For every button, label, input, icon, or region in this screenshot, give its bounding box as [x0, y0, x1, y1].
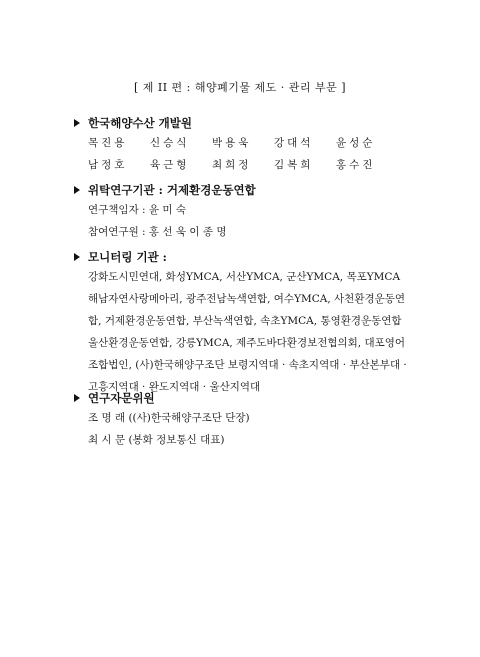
section-heading: 연구자문위원 [88, 391, 155, 405]
text-line: 해남자연사랑메아리, 광주전남녹색연합, 여수YMCA, 사천환경운동연 [88, 293, 406, 305]
text-line: 최 시 문 (봉화 정보통신 대표) [88, 434, 225, 446]
name-row [88, 154, 444, 176]
researcher-name: 홍수진 [336, 159, 376, 171]
section-contract-institute [74, 181, 444, 243]
text-line: 합, 거제환경운동연합, 부산녹색연합, 속초YMCA, 통영환경운동연합 [88, 315, 402, 327]
bullet-icon [74, 394, 80, 402]
researcher-name: 강대석 [274, 137, 314, 149]
researcher-name: 최희정 [212, 159, 252, 171]
name-row [88, 132, 444, 154]
researcher-name: 육근형 [150, 159, 190, 171]
text-line: 참여연구원 : 홍 선 욱 이 종 명 [88, 226, 227, 238]
section-heading: 위탁연구기관 : 거제환경운동연합 [88, 183, 256, 197]
bullet-icon [74, 186, 80, 194]
section-heading: 한국해양수산 개발원 [88, 116, 192, 130]
text-line: 울산환경운동연합, 강릉YMCA, 제주도바다환경보전협의회, 대포영어 [88, 337, 406, 349]
text-line: 연구책임자 : 윤 미 숙 [88, 204, 187, 216]
section-korea-maritime-institute [74, 114, 444, 176]
bullet-icon [74, 119, 80, 127]
bullet-icon [74, 253, 80, 261]
researcher-name: 남정호 [88, 159, 128, 171]
section-monitoring-institutions [74, 248, 444, 398]
text-line: 조합법인, (사)한국해양구조단 보령지역대 · 속초지역대 · 부산본부대 · [88, 359, 407, 371]
section-heading: 모니터링 기관 : [88, 250, 167, 264]
researcher-name: 신승식 [150, 137, 190, 149]
section-advisory-committee [74, 389, 444, 451]
page-title: [ 제 II 편 : 해양폐기물 제도 · 관리 부문 ] [133, 81, 347, 94]
text-line: 강화도시민연대, 화성YMCA, 서산YMCA, 군산YMCA, 목포YMCA [88, 271, 401, 283]
text-line: 조 명 래 ((사)한국해양구조단 단장) [88, 412, 250, 424]
researcher-name: 김복희 [274, 159, 314, 171]
researcher-name: 윤성순 [336, 137, 376, 149]
researcher-name: 박용욱 [212, 137, 252, 149]
researcher-name: 목진용 [88, 137, 128, 149]
text-line: 고흥지역대 · 완도지역대 · 울산지역대 [88, 381, 261, 393]
